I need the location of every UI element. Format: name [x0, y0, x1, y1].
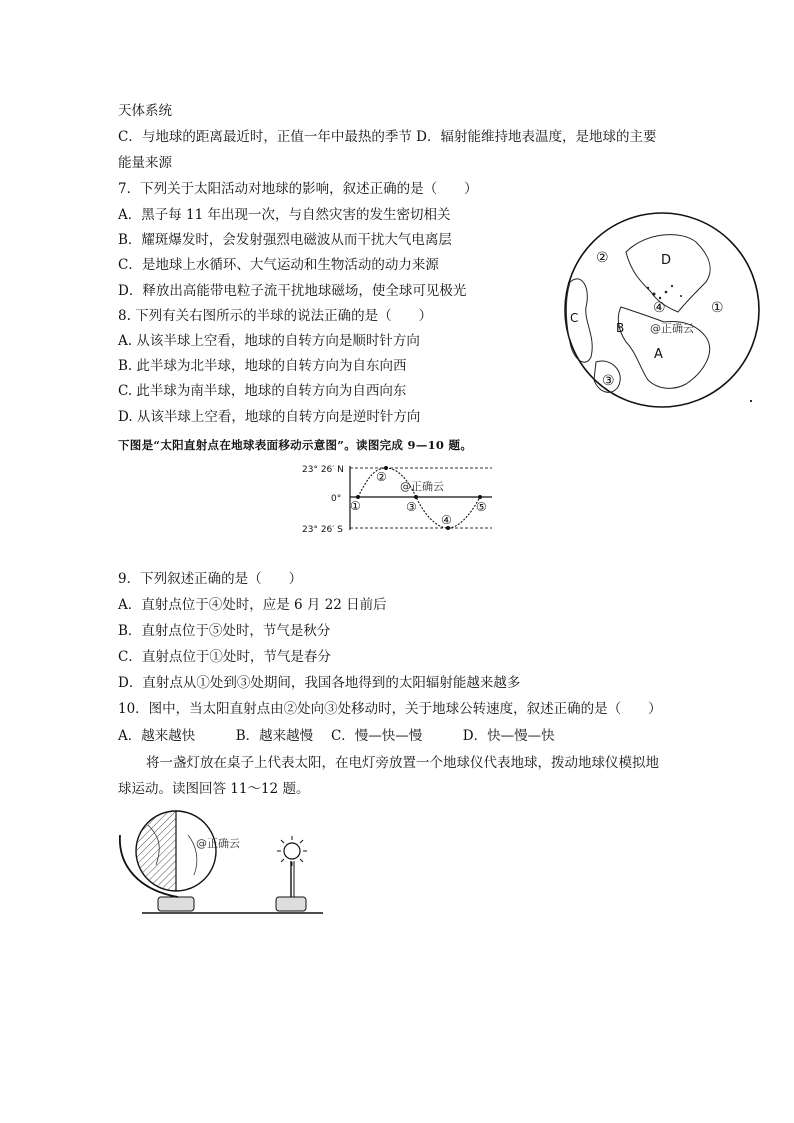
question-8-option-c: C. 此半球为南半球，地球的自转方向为自西向东 — [118, 383, 407, 399]
map-label-2: ② — [596, 250, 609, 266]
intro-11-12-line-1: 将一盏灯放在桌子上代表太阳，在电灯旁放置一个地球仪代表地球，拨动地球仪模拟地 — [146, 755, 659, 771]
lat-north-label: 23° 26′ N — [302, 465, 344, 475]
map-label-d: D — [661, 253, 672, 268]
map-label-b: B — [616, 321, 625, 335]
sun-path-diagram — [300, 462, 500, 538]
question-9-option-d: D．直射点从①处到③处期间，我国各地得到的太阳辐射能越来越多 — [118, 675, 521, 691]
diagram-watermark: @正确云 — [400, 480, 444, 493]
question-8-option-a: A. 从该半球上空看，地球的自转方向是顺时针方向 — [118, 333, 420, 349]
question-7: 7．下列关于太阳活动对地球的影响，叙述正确的是（ ） — [118, 181, 478, 197]
question-7-option-b: B．耀斑爆发时，会发射强烈电磁波从而干扰大气电离层 — [118, 232, 452, 248]
map-label-c: C — [570, 311, 579, 325]
question-10-options: A．越来越快 B．越来越慢 C．慢—快—慢 D．快—慢—快 — [118, 728, 555, 744]
question-7-option-d: D．释放出高能带电粒子流干扰地球磁场，使全球可见极光 — [118, 283, 467, 299]
lat-south-label: 23° 26′ S — [302, 525, 343, 535]
question-9-option-a: A．直射点位于④处时，应是 6 月 22 日前后 — [118, 597, 387, 613]
globe-lamp-figure — [118, 805, 328, 920]
point-2-label: ② — [376, 470, 387, 484]
sun-lamp — [284, 843, 300, 859]
globe-watermark: @正确云 — [196, 837, 240, 850]
map-label-3: ③ — [602, 373, 615, 389]
question-9-option-b: B．直射点位于⑤处时，节气是秋分 — [118, 623, 331, 639]
map-label-1: ① — [711, 300, 724, 316]
lat-equator-label: 0° — [331, 494, 342, 504]
question-8-option-d: D. 从该半球上空看，地球的自转方向是逆时针方向 — [118, 409, 421, 425]
globe-night-side — [136, 811, 176, 891]
point-1-label: ① — [350, 499, 361, 513]
landmass-central — [618, 307, 709, 388]
map-watermark: @正确云 — [650, 322, 694, 335]
text-line-3: 能量来源 — [118, 155, 172, 171]
hemisphere-map-figure — [556, 212, 768, 408]
map-label-4: ④ — [653, 300, 666, 316]
question-9: 9．下列叙述正确的是（ ） — [118, 571, 303, 587]
point-3-label: ③ — [406, 500, 417, 514]
intro-9-10: 下图是“太阳直射点在地球表面移动示意图”。读图完成 9—10 题。 — [118, 438, 473, 452]
question-10: 10．图中，当太阳直射点由②处向③处移动时，关于地球公转速度，叙述正确的是（ ） — [118, 701, 662, 717]
question-9-option-c: C．直射点位于①处时，节气是春分 — [118, 649, 331, 665]
map-label-a: A — [654, 347, 663, 362]
question-8-option-b: B. 此半球为北半球，地球的自转方向为自东向西 — [118, 358, 407, 374]
point-4-label: ④ — [441, 513, 452, 527]
intro-11-12-line-2: 球运动。读图回答 11～12 题。 — [118, 781, 310, 797]
point-5-label: ⑤ — [476, 500, 487, 514]
text-line-1: 天体系统 — [118, 103, 172, 119]
text-line-2: C．与地球的距离最近时，正值一年中最热的季节 D．辐射能维持地表温度，是地球的主要 — [118, 129, 657, 145]
question-8: 8. 下列有关右图所示的半球的说法正确的是（ ） — [118, 308, 433, 324]
question-7-option-c: C．是地球上水循环、大气运动和生物活动的动力来源 — [118, 257, 439, 273]
stray-dot — [750, 400, 752, 402]
landmass-north — [626, 235, 710, 312]
question-7-option-a: A．黑子每 11 年出现一次，与自然灾害的发生密切相关 — [118, 207, 451, 223]
